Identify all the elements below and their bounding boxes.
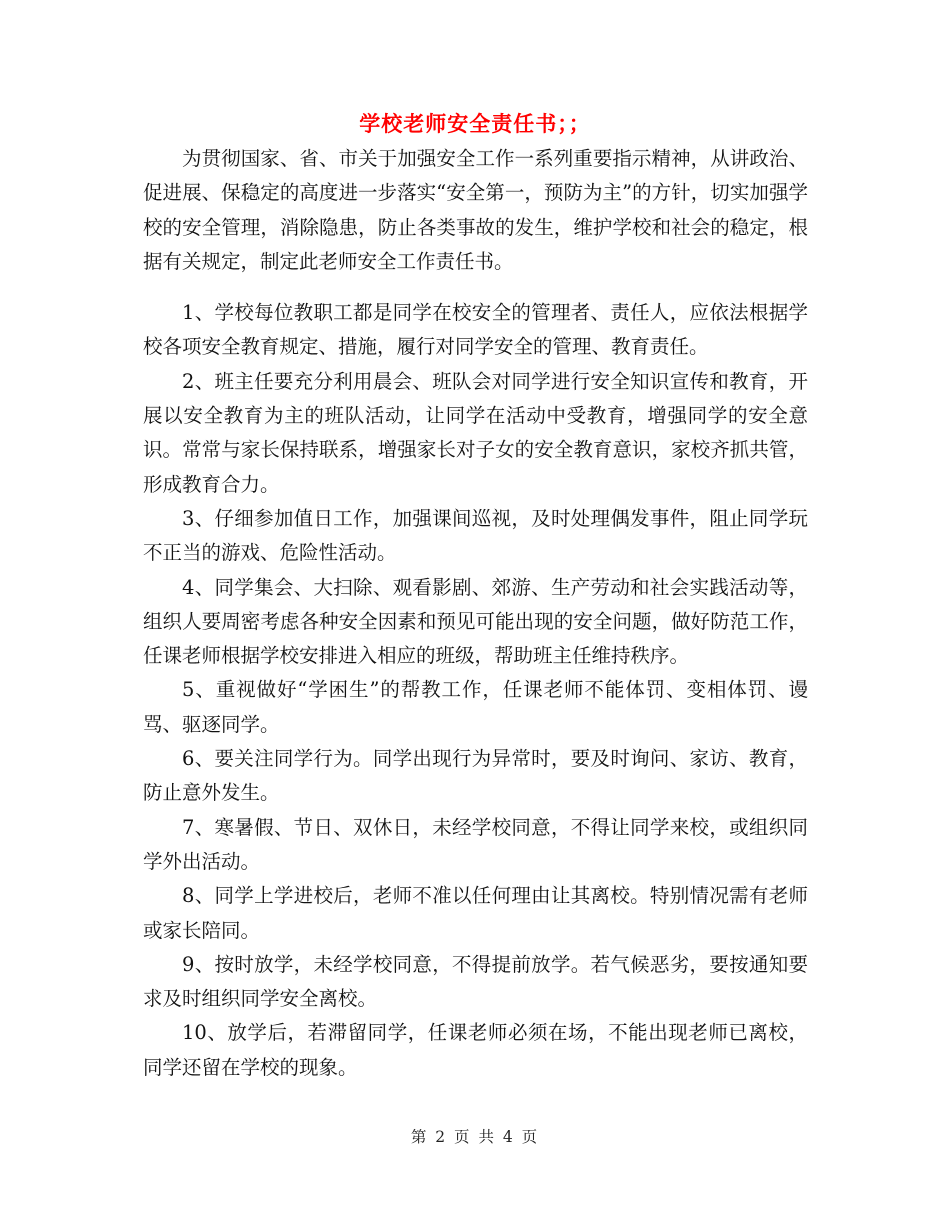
- document-title: 学校老师安全责任书；；: [359, 111, 591, 136]
- page-number: 第 2 页 共 4 页: [410, 1128, 540, 1146]
- responsibility-item-9: 9、按时放学，未经学校同意，不得提前放学。若气候恶劣，要按通知要求及时组织同学安全离校。: [143, 952, 808, 1011]
- responsibility-item-3: 3、仔细参加值日工作，加强课间巡视，及时处理偶发事件，阻止同学玩不正当的游戏、危险性活动。: [143, 506, 808, 565]
- responsibility-item-6: 6、要关注同学行为。同学出现行为异常时，要及时询问、家访、教育，防止意外发生。: [143, 747, 808, 805]
- responsibility-item-5: 5、重视做好“学困生”的帮教工作，任课老师不能体罚、变相体罚、谩骂、驱逐同学。: [143, 678, 808, 736]
- responsibility-item-8: 8、同学上学进校后，老师不准以任何理由让其离校。特别情况需有老师或家长陪同。: [143, 884, 808, 942]
- responsibility-item-10: 10、放学后，若滞留同学，任课老师必须在场，不能出现老师已离校，同学还留在学校的现象。: [143, 1021, 808, 1079]
- responsibility-item-1: 1、学校每位教职工都是同学在校安全的管理者、责任人，应依法根据学校各项安全教育规定、措施，履行对同学安全的管理、教育责任。: [143, 301, 808, 359]
- document-body: [143, 142, 808, 1085]
- responsibility-item-7: 7、寒暑假、节日、双休日，未经学校同意，不得让同学来校，或组织同学外出活动。: [143, 815, 808, 873]
- responsibility-item-4: 4、同学集会、大扫除、观看影剧、郊游、生产劳动和社会实践活动等，组织人要周密考虑各种安全因素和预见可能出现的安全问题，做好防范工作，任课老师根据学校安排进入相应的班级，帮助班主任维持秩序。: [143, 575, 808, 668]
- responsibility-item-2: 2、班主任要充分利用晨会、班队会对同学进行安全知识宣传和教育，开展以安全教育为主的班队活动，让同学在活动中受教育，增强同学的安全意识。常常与家长保持联系，增强家长对子女的安全教育意识，家校齐抓共管，形成教育合力。: [143, 369, 808, 496]
- intro-paragraph: 为贯彻国家、省、市关于加强安全工作一系列重要指示精神，从讲政治、促进展、保稳定的高度进一步落实“安全第一，预防为主”的方针，切实加强学校的安全管理，消除隐患，防止各类事故的发生，维护学校和社会的稳定，根据有关规定，制定此老师安全工作责任书。: [143, 147, 808, 273]
